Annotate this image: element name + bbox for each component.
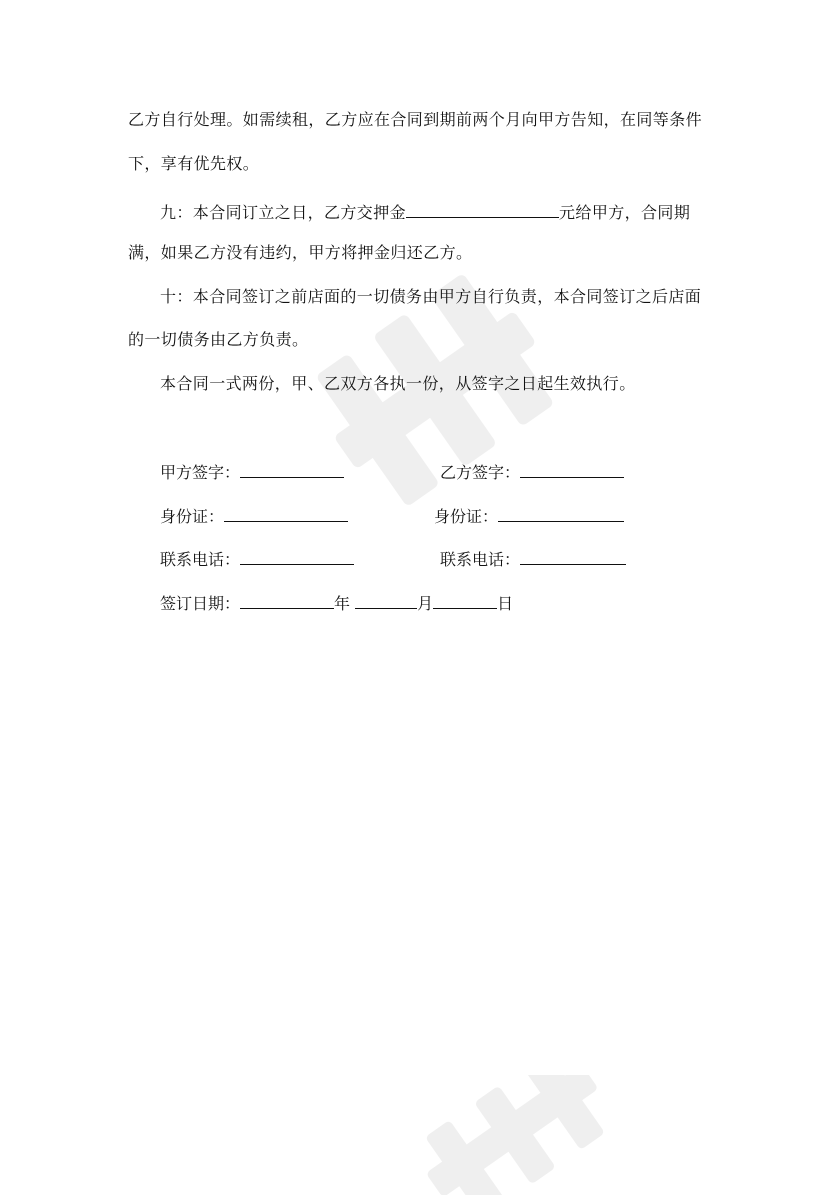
party-b-phone-label: 联系电话：: [440, 550, 521, 569]
year-label: 年: [334, 594, 351, 613]
party-a-phone-label: 联系电话：: [160, 550, 241, 569]
copies-clause: 本合同一式两份，甲、乙双方各执一份，从签字之日起生效执行。: [160, 374, 636, 393]
party-a-phone-field[interactable]: [240, 546, 354, 565]
party-b-sign-label: 乙方签字：: [440, 463, 521, 482]
clause-nine-line-2: 满，如果乙方没有违约，甲方将押金归还乙方。: [128, 243, 473, 262]
day-label: 日: [497, 594, 514, 613]
deposit-amount-field[interactable]: [406, 199, 559, 218]
clause-nine-text-start: 九：本合同订立之日，乙方交押金: [160, 203, 407, 222]
clause-nine-text-end: 元给甲方，合同期: [559, 203, 691, 222]
month-label: 月: [417, 594, 434, 613]
clause-ten-line-2: 的一切债务由乙方负责。: [128, 330, 309, 349]
sign-date: [160, 590, 513, 616]
party-a-sign-label: 甲方签字：: [160, 463, 241, 482]
paragraph-line-2: 下，享有优先权。: [128, 154, 260, 173]
party-b-id-field[interactable]: [498, 503, 624, 522]
party-a-id: [160, 503, 348, 529]
party-b-id-label: 身份证：: [434, 507, 499, 526]
sign-date-label: 签订日期：: [160, 594, 241, 613]
party-a-id-field[interactable]: [224, 503, 348, 522]
party-b-signature: [440, 459, 624, 485]
party-b-phone-field[interactable]: [520, 546, 626, 565]
paragraph-line-1: 乙方自行处理。如需续租，乙方应在合同到期前两个月向甲方告知，在同等条件: [128, 110, 703, 129]
party-b-sign-field[interactable]: [520, 459, 624, 478]
watermark-logo-bottom: [400, 1075, 630, 1195]
party-a-sign-field[interactable]: [240, 459, 344, 478]
clause-ten-line-1: 十：本合同签订之前店面的一切债务由甲方自行负责，本合同签订之后店面: [160, 287, 702, 306]
sign-year-field[interactable]: [240, 590, 334, 609]
party-b-id: [434, 503, 624, 529]
clause-nine-line-1: [160, 199, 690, 225]
party-a-id-label: 身份证：: [160, 507, 225, 526]
sign-month-field[interactable]: [355, 590, 417, 609]
sign-day-field[interactable]: [433, 590, 497, 609]
party-a-signature: [160, 459, 344, 485]
party-b-phone: [440, 546, 626, 572]
party-a-phone: [160, 546, 354, 572]
